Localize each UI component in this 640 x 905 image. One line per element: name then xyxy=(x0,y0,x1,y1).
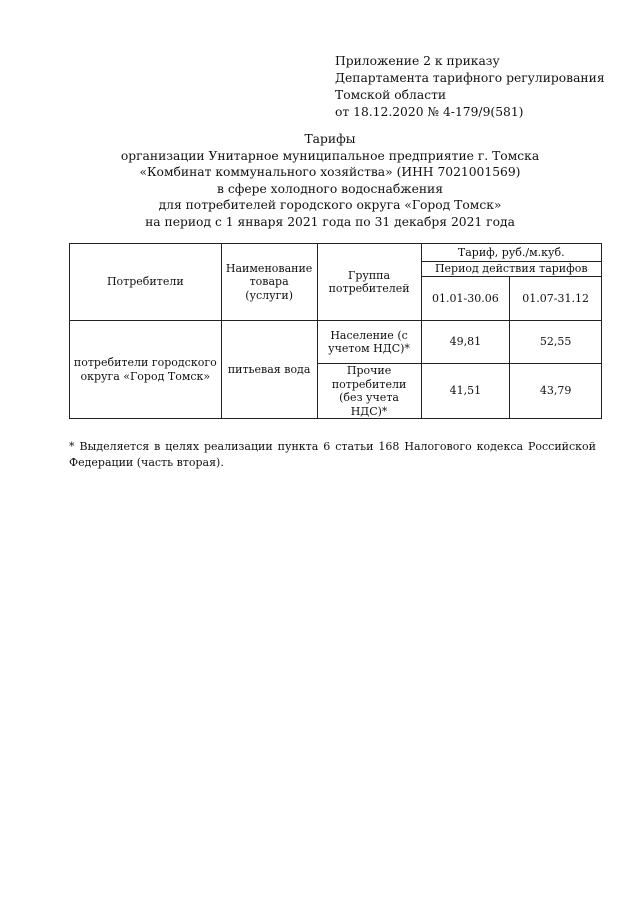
product-cell: питьевая вода xyxy=(221,321,317,419)
header-period: Период действия тарифов xyxy=(421,262,601,277)
tariff-value-cell: 52,55 xyxy=(510,321,602,364)
header-product: Наименование товара (услуги) xyxy=(221,244,317,321)
appendix-block xyxy=(335,53,625,121)
header-tariff: Тариф, руб./м.куб. xyxy=(421,244,601,262)
tariff-value-cell: 41,51 xyxy=(421,364,510,419)
title-line-6: на период с 1 января 2021 года по 31 декабря 2021 года xyxy=(145,214,515,229)
title-line-1: Тарифы xyxy=(304,132,356,146)
title-line-5: для потребителей городского округа «Город Томск» xyxy=(158,198,502,213)
header-period-2: 01.07-31.12 xyxy=(510,277,602,321)
appendix-line-3: Томской области xyxy=(335,88,447,102)
title-line-2: организации Унитарное муниципальное предприятие г. Томска xyxy=(120,148,540,163)
appendix-line-4: от 18.12.2020 № 4-179/9(581) xyxy=(335,105,524,119)
title-line-4: в сфере холодного водоснабжения xyxy=(216,181,443,196)
group-cell: Население (с учетом НДС)* xyxy=(317,321,421,364)
header-row xyxy=(70,244,602,262)
appendix-line-1: Приложение 2 к приказу xyxy=(335,54,500,68)
tariff-value-cell: 43,79 xyxy=(510,364,602,419)
consumer-cell: потребители городского округа «Город Томск» xyxy=(70,321,222,419)
document-title xyxy=(60,131,600,231)
table-row xyxy=(70,321,602,364)
title-line-3: «Комбинат коммунального хозяйства» (ИНН 7021001569) xyxy=(139,165,521,180)
header-group: Группа потребителей xyxy=(317,244,421,321)
header-consumers: Потребители xyxy=(70,244,222,321)
footnote: * Выделяется в целях реализации пункта 6 статьи 168 Налогового кодекса Российской Федерации (часть вторая). xyxy=(69,440,596,469)
tariff-table xyxy=(69,243,602,419)
appendix-line-2: Департамента тарифного регулирования xyxy=(335,71,605,85)
group-cell: Прочие потребители (без учета НДС)* xyxy=(317,364,421,419)
header-period-1: 01.01-30.06 xyxy=(421,277,510,321)
tariff-value-cell: 49,81 xyxy=(421,321,510,364)
